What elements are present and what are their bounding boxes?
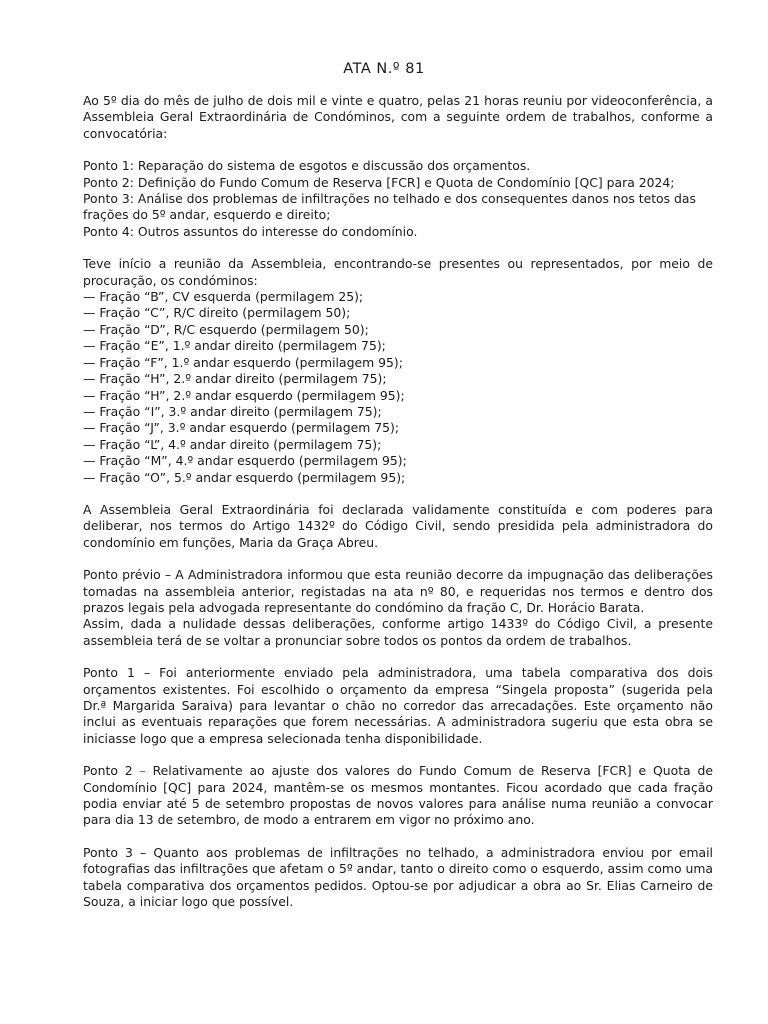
fraction-item: — Fração “D”, R/C esquerdo (permilagem 50); bbox=[83, 321, 369, 337]
attendance-section bbox=[83, 256, 713, 486]
point-2-text: Relativamente ao ajuste dos valores do Fundo Comum de Reserva [FCR] e Quota de Condomínio [QC] para 2024, mantêm-se os mesmos montantes. Ficou acordado que cada fração podia enviar até 5 de setembro propostas de novos valores para análise numa reunião a convocar para dia 13 de setembro, de modo a entrarem em vigor no próximo ano. bbox=[83, 763, 714, 828]
attendance-intro: Teve início a reunião da Assembleia, encontrando-se presentes ou representados, por meio de procuração, os condóminos: bbox=[83, 256, 713, 288]
fraction-item: — Fração “C”, R/C direito (permilagem 50); bbox=[83, 305, 351, 321]
fraction-item: — Fração “H”, 2.º andar esquerdo (permilagem 95); bbox=[83, 387, 405, 403]
point-2-label: Ponto 2 bbox=[83, 763, 133, 779]
fraction-item: — Fração “B”, CV esquerda (permilagem 25); bbox=[83, 289, 364, 305]
agenda-item: Ponto 4: Outros assuntos do interesse do condomínio. bbox=[83, 223, 418, 239]
point-1-paragraph: Ponto 1 – Foi anteriormente enviado pela administradora, uma tabela comparativa dos dois orçamentos existentes. Foi escolhido o orçamento da empresa “Singela proposta” (sugerida pela Dr.ª Margarida Saraiva) para levantar o chão no corredor das arrecadações. Este orçamento não inclui as eventuais reparações que forem necessárias. A administradora sugeriu que esta obra se iniciasse logo que a empresa selecionada tenha disponibilidade. bbox=[83, 665, 713, 746]
point-2-dash: – bbox=[132, 763, 153, 779]
fraction-item: — Fração “F”, 1.º andar esquerdo (permilagem 95); bbox=[83, 354, 403, 370]
agenda-list bbox=[83, 158, 713, 240]
agenda-item: Ponto 2: Definição do Fundo Comum de Reserva [FCR] e Quota de Condomínio [QC] para 2024; bbox=[83, 174, 675, 190]
constitution-paragraph: A Assembleia Geral Extraordinária foi declarada validamente constituída e com poderes para deliberar, nos termos do Artigo 1432º do Código Civil, sendo presidida pela administradora do condomínio em funções, Maria da Graça Abreu. bbox=[83, 501, 713, 550]
document-body bbox=[83, 93, 713, 926]
fraction-item: — Fração “E”, 1.º andar direito (permilagem 75); bbox=[83, 338, 386, 354]
point-3-paragraph: Ponto 3 – Quanto aos problemas de infiltrações no telhado, a administradora enviou por email fotografias das infiltrações que afetam o 5º andar, tanto o direito como o esquerdo, assim como uma tabela comparativa dos orçamentos pedidos. Optou-se por adjudicar a obra ao Sr. Elias Carneiro de Souza, a iniciar logo que possível. bbox=[83, 844, 713, 910]
fraction-item: — Fração “J”, 3.º andar esquerdo (permilagem 75); bbox=[83, 420, 400, 436]
point-2-paragraph bbox=[83, 763, 713, 829]
fraction-item: — Fração “L”, 4.º andar direito (permilagem 75); bbox=[83, 436, 382, 452]
prior-point-paragraph: Ponto prévio – A Administradora informou que esta reunião decorre da impugnação das deliberações tomadas na assembleia anterior, registadas na ata nº 80, e requeridas nos termos e dentro dos prazos legais pela advogada representante do condómino da fração C, Dr. Horácio Barata. bbox=[83, 567, 713, 615]
prior-point-paragraph: Assim, dada a nulidade dessas deliberações, conforme artigo 1433º do Código Civil, a presente assembleia terá de se voltar a pronunciar sobre todos os pontos da ordem de trabalhos. bbox=[83, 616, 713, 648]
intro-paragraph: Ao 5º dia do mês de julho de dois mil e vinte e quatro, pelas 21 horas reuniu por videoconferência, a Assembleia Geral Extraordinária de Condóminos, com a seguinte ordem de trabalhos, conforme a convocatória: bbox=[83, 93, 713, 141]
agenda-item: Ponto 1: Reparação do sistema de esgotos e discussão dos orçamentos. bbox=[83, 158, 531, 174]
fraction-item: — Fração “O”, 5.º andar esquerdo (permilagem 95); bbox=[83, 469, 406, 485]
fraction-item: — Fração “I”, 3.º andar direito (permilagem 75); bbox=[83, 403, 382, 419]
agenda-item: Ponto 3: Análise dos problemas de infiltrações no telhado e dos consequentes danos nos tetos das frações do 5º andar, esquerdo e direito; bbox=[83, 191, 696, 223]
document-title: ATA N.º 81 bbox=[343, 61, 425, 77]
fraction-item: — Fração “H”, 2.º andar direito (permilagem 75); bbox=[83, 371, 387, 387]
prior-point-section bbox=[83, 567, 713, 649]
fraction-item: — Fração “M”, 4.º andar esquerdo (permilagem 95); bbox=[83, 453, 407, 469]
